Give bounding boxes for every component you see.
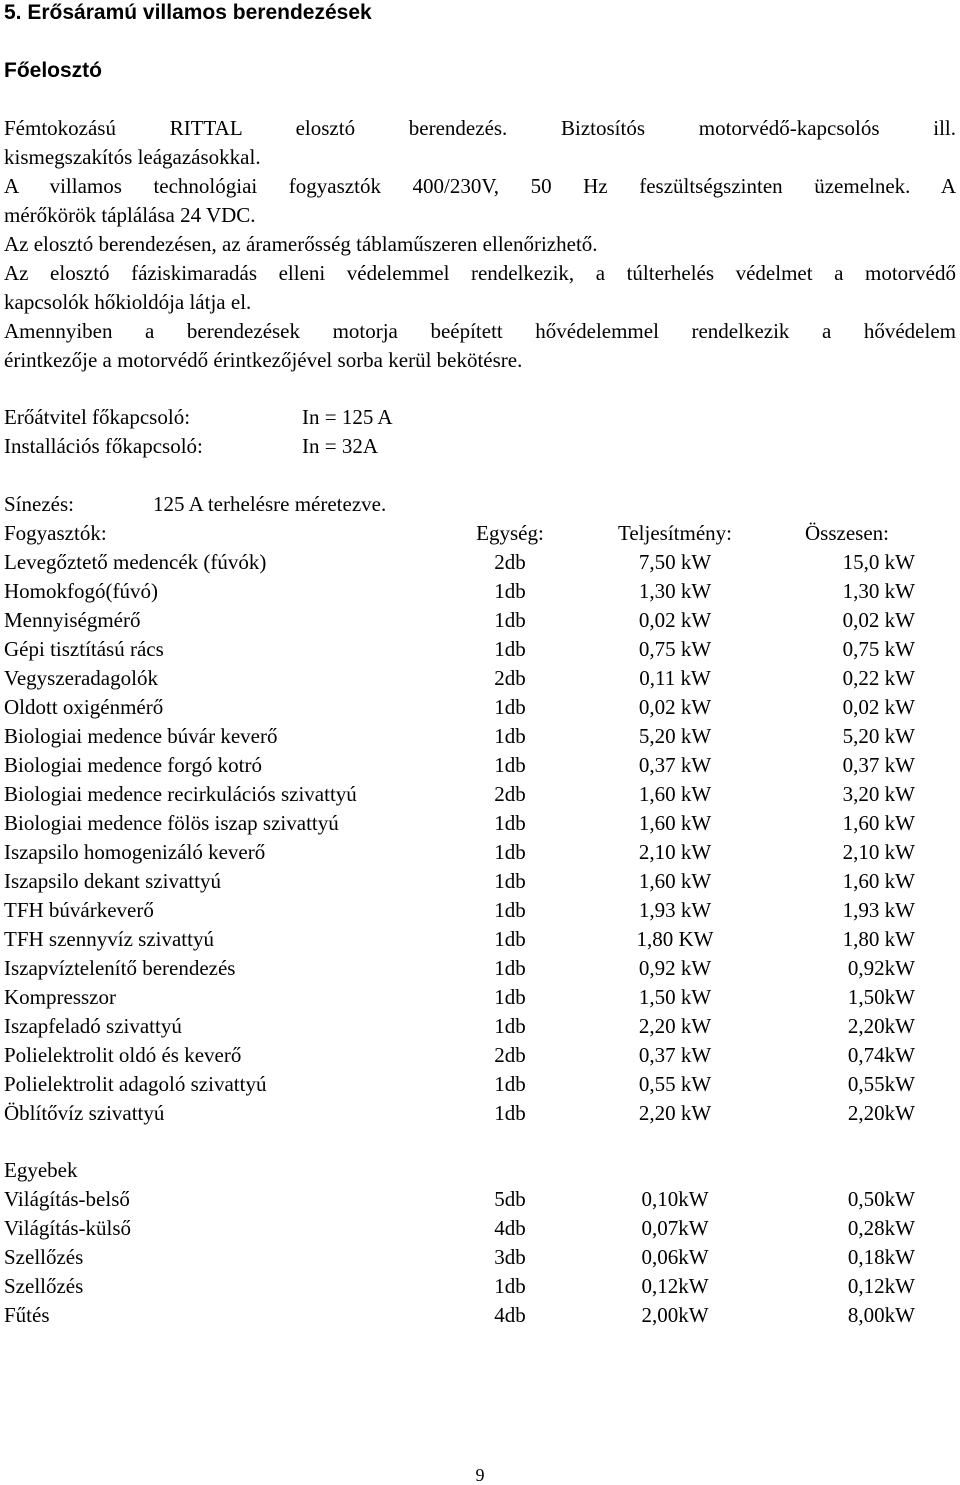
row-unit: 1db [494, 637, 526, 661]
header-total: Összesen: [805, 521, 889, 545]
row-total: 0,02 kW [842, 695, 915, 719]
row-unit: 4db [494, 1216, 526, 1240]
row-total: 3,20 kW [842, 782, 915, 806]
row-power: 1,50 kW [638, 985, 712, 1009]
row-total: 0,75 kW [842, 637, 915, 661]
row-unit: 1db [494, 1014, 526, 1038]
row-name: Polielektrolit oldó és keverő [4, 1043, 242, 1067]
page-number: 9 [475, 1465, 485, 1485]
subsection-title: Főelosztó [4, 59, 102, 82]
row-unit: 1db [494, 724, 526, 748]
row-power: 1,93 kW [638, 898, 712, 922]
row-power: 2,20 kW [638, 1014, 712, 1038]
header-power: Teljesítmény: [617, 521, 732, 545]
row-total: 0,92kW [847, 956, 915, 980]
row-power: 0,37 kW [638, 1043, 712, 1067]
row-power: 0,55 kW [638, 1072, 712, 1096]
row-name: Kompresszor [4, 985, 116, 1009]
row-name: Öblítővíz szivattyú [4, 1101, 165, 1125]
paragraph-line: Fémtokozású RITTAL elosztó berendezés. Biztosítós motorvédő-kapcsolós ill. [4, 116, 956, 140]
row-name: Oldott oxigénmérő [4, 695, 164, 719]
row-total: 0,22 kW [842, 666, 915, 690]
row-power: 2,10 kW [638, 840, 712, 864]
row-name: Világítás-belső [4, 1187, 130, 1211]
paragraph-line: mérőkörök táplálása 24 VDC. [4, 203, 256, 227]
header-unit: Egység: [476, 521, 544, 545]
row-total: 1,30 kW [842, 579, 915, 603]
paragraph-line: kapcsolók hőkioldója látja el. [4, 290, 252, 314]
row-power: 1,60 kW [638, 869, 712, 893]
row-unit: 3db [494, 1245, 526, 1269]
row-name: Vegyszeradagolók [4, 666, 158, 690]
switch-value: In = 125 A [302, 405, 393, 429]
paragraph-line: kismegszakítós leágazásokkal. [4, 145, 261, 169]
row-power: 1,60 kW [638, 782, 712, 806]
row-name: Iszapvíztelenítő berendezés [4, 956, 236, 980]
row-total: 0,37 kW [842, 753, 915, 777]
row-total: 15,0 kW [842, 550, 915, 574]
row-total: 0,50kW [847, 1187, 915, 1211]
row-name: Biologiai medence búvár keverő [4, 724, 278, 748]
row-power: 7,50 kW [638, 550, 712, 574]
busbar-value: 125 A terhelésre méretezve. [153, 492, 387, 516]
paragraph-line: A villamos technológiai fogyasztók 400/230V, 50 Hz feszültségszinten üzemelnek. A [4, 174, 956, 198]
row-name: Levegőztető medencék (fúvók) [4, 550, 267, 574]
row-unit: 2db [494, 666, 526, 690]
row-total: 0,74kW [847, 1043, 915, 1067]
row-name: Gépi tisztítású rács [4, 637, 164, 661]
switch-value: In = 32A [302, 434, 379, 458]
row-unit: 1db [494, 1274, 526, 1298]
row-unit: 4db [494, 1303, 526, 1327]
row-total: 0,55kW [847, 1072, 915, 1096]
row-power: 5,20 kW [638, 724, 712, 748]
row-power: 2,20 kW [638, 1101, 712, 1125]
row-unit: 1db [494, 956, 526, 980]
switch-label: Erőátvitel főkapcsoló: [4, 405, 191, 429]
row-total: 5,20 kW [842, 724, 915, 748]
row-unit: 1db [494, 898, 526, 922]
row-power: 1,60 kW [638, 811, 712, 835]
row-total: 1,80 kW [842, 927, 915, 951]
row-unit: 1db [494, 579, 526, 603]
row-total: 1,93 kW [842, 898, 915, 922]
row-power: 0,11 kW [639, 666, 711, 690]
switch-label: Installációs főkapcsoló: [4, 434, 203, 458]
row-power: 0,75 kW [638, 637, 712, 661]
row-unit: 1db [494, 1101, 526, 1125]
row-power: 0,07kW [641, 1216, 709, 1240]
paragraph-line: érintkezője a motorvédő érintkezőjével sorba kerül bekötésre. [4, 348, 523, 372]
row-unit: 1db [494, 608, 526, 632]
row-name: TFH búvárkeverő [4, 898, 154, 922]
row-name: Szellőzés [4, 1245, 84, 1269]
row-total: 8,00kW [847, 1303, 915, 1327]
row-power: 0,02 kW [638, 608, 712, 632]
paragraph-line: Amennyiben a berendezések motorja beépített hővédelemmel rendelkezik a hővédelem [4, 319, 956, 343]
section-title: 5. Erősáramú villamos berendezések [4, 1, 372, 24]
row-unit: 1db [494, 1072, 526, 1096]
row-unit: 1db [494, 811, 526, 835]
row-name: Iszapsilo dekant szivattyú [4, 869, 221, 893]
header-consumers: Fogyasztók: [4, 521, 107, 545]
row-unit: 5db [494, 1187, 526, 1211]
row-name: Biologiai medence recirkulációs szivattyú [4, 782, 357, 806]
row-power: 0,06kW [641, 1245, 709, 1269]
other-title: Egyebek [4, 1158, 78, 1182]
row-total: 0,02 kW [842, 608, 915, 632]
row-power: 0,02 kW [638, 695, 712, 719]
row-unit: 1db [494, 695, 526, 719]
row-name: Biologiai medence fölös iszap szivattyú [4, 811, 339, 835]
row-name: Szellőzés [4, 1274, 84, 1298]
paragraph-line: Az elosztó berendezésen, az áramerősség táblaműszeren ellenőrizhető. [4, 232, 598, 256]
row-total: 2,10 kW [842, 840, 915, 864]
row-unit: 2db [494, 1043, 526, 1067]
row-unit: 2db [494, 782, 526, 806]
row-total: 0,12kW [847, 1274, 915, 1298]
row-unit: 1db [494, 840, 526, 864]
row-name: Polielektrolit adagoló szivattyú [4, 1072, 267, 1096]
row-unit: 1db [494, 753, 526, 777]
row-total: 1,50kW [847, 985, 915, 1009]
row-name: Biologiai medence forgó kotró [4, 753, 262, 777]
row-power: 1,30 kW [638, 579, 712, 603]
row-total: 2,20kW [847, 1101, 915, 1125]
row-name: Iszapsilo homogenizáló keverő [4, 840, 266, 864]
row-total: 1,60 kW [842, 869, 915, 893]
row-name: TFH szennyvíz szivattyú [4, 927, 214, 951]
row-unit: 1db [494, 985, 526, 1009]
row-unit: 1db [494, 927, 526, 951]
row-power: 0,10kW [641, 1187, 709, 1211]
row-power: 0,92 kW [638, 956, 712, 980]
row-total: 1,60 kW [842, 811, 915, 835]
busbar-label: Sínezés: [4, 492, 74, 516]
row-name: Homokfogó(fúvó) [4, 579, 158, 603]
row-name: Iszapfeladó szivattyú [4, 1014, 182, 1038]
row-name: Fűtés [4, 1303, 50, 1327]
row-unit: 2db [494, 550, 526, 574]
row-name: Világítás-külső [4, 1216, 132, 1240]
row-name: Mennyiségmérő [4, 608, 141, 632]
paragraph-line: Az elosztó fáziskimaradás elleni védelemmel rendelkezik, a túlterhelés védelmet a motorvédő [4, 261, 956, 285]
row-total: 0,18kW [847, 1245, 915, 1269]
row-total: 0,28kW [847, 1216, 915, 1240]
row-total: 2,20kW [847, 1014, 915, 1038]
row-power: 2,00kW [641, 1303, 709, 1327]
row-power: 1,80 KW [636, 927, 714, 951]
row-unit: 1db [494, 869, 526, 893]
row-power: 0,12kW [641, 1274, 709, 1298]
row-power: 0,37 kW [638, 753, 712, 777]
